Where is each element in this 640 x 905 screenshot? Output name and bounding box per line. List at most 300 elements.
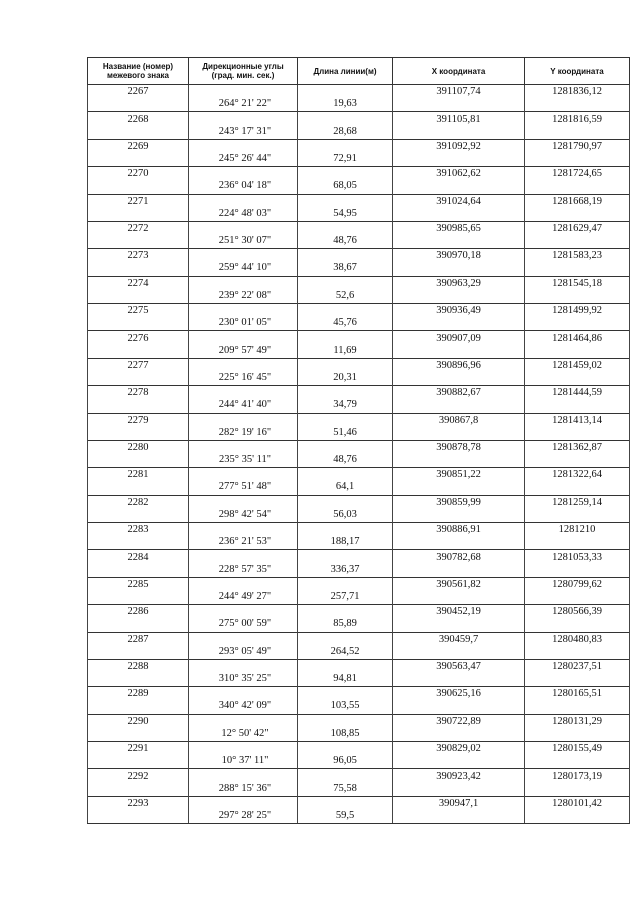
line-length-cell: 28,68 <box>298 126 393 140</box>
empty-cell <box>298 276 393 290</box>
direction-angle-cell: 10° 37' 11" <box>189 755 298 769</box>
direction-angle-cell: 244° 41' 40" <box>189 399 298 413</box>
mark-name-cell: 2280 <box>88 440 189 454</box>
direction-angle-cell: 297° 28' 25" <box>189 810 298 824</box>
mark-name-cell: 2275 <box>88 304 189 318</box>
x-coordinate-cell: 390851,22 <box>393 468 525 482</box>
y-coordinate-cell: 1280566,39 <box>525 605 630 619</box>
line-length-cell: 188,17 <box>298 536 393 550</box>
empty-cell <box>88 98 189 112</box>
boundary-marks-table <box>87 57 630 824</box>
empty-cell <box>189 440 298 454</box>
line-length-cell: 59,5 <box>298 810 393 824</box>
direction-angle-cell: 298° 42' 54" <box>189 509 298 523</box>
table-row <box>88 659 630 673</box>
direction-angle-cell: 275° 00' 59" <box>189 618 298 632</box>
empty-cell <box>525 536 630 550</box>
empty-cell <box>189 714 298 728</box>
empty-cell <box>298 495 393 509</box>
table-row <box>88 167 630 181</box>
mark-name-cell: 2282 <box>88 495 189 509</box>
line-length-cell: 68,05 <box>298 180 393 194</box>
mark-name-cell: 2269 <box>88 139 189 153</box>
empty-cell <box>189 468 298 482</box>
y-coordinate-cell: 1281459,02 <box>525 358 630 372</box>
empty-cell <box>393 208 525 222</box>
empty-cell <box>88 536 189 550</box>
mark-name-cell: 2272 <box>88 221 189 235</box>
table-row <box>88 235 630 249</box>
empty-cell <box>88 126 189 140</box>
mark-name-cell: 2291 <box>88 742 189 756</box>
table-row <box>88 98 630 112</box>
direction-angle-cell: 288° 15' 36" <box>189 783 298 797</box>
mark-name-cell: 2274 <box>88 276 189 290</box>
header-mark-name: Название (номер) межевого знака <box>88 58 189 85</box>
empty-cell <box>298 605 393 619</box>
empty-cell <box>189 577 298 591</box>
table-row <box>88 509 630 523</box>
x-coordinate-cell: 390829,02 <box>393 742 525 756</box>
mark-name-cell: 2284 <box>88 550 189 564</box>
table-body <box>88 85 630 824</box>
mark-name-cell: 2270 <box>88 167 189 181</box>
table-row <box>88 440 630 454</box>
line-length-cell: 257,71 <box>298 591 393 605</box>
y-coordinate-cell: 1281583,23 <box>525 249 630 263</box>
y-coordinate-cell: 1280237,51 <box>525 659 630 673</box>
mark-name-cell: 2277 <box>88 358 189 372</box>
empty-cell <box>189 742 298 756</box>
empty-cell <box>298 440 393 454</box>
mark-name-cell: 2273 <box>88 249 189 263</box>
table-row <box>88 153 630 167</box>
empty-cell <box>88 509 189 523</box>
line-length-cell: 85,89 <box>298 618 393 632</box>
line-length-cell: 103,55 <box>298 700 393 714</box>
table-row <box>88 139 630 153</box>
mark-name-cell: 2292 <box>88 769 189 783</box>
empty-cell <box>298 796 393 810</box>
empty-cell <box>525 755 630 769</box>
empty-cell <box>525 700 630 714</box>
table-row <box>88 468 630 482</box>
empty-cell <box>189 796 298 810</box>
empty-cell <box>189 331 298 345</box>
empty-cell <box>298 112 393 126</box>
x-coordinate-cell: 390896,96 <box>393 358 525 372</box>
table-row <box>88 358 630 372</box>
empty-cell <box>525 372 630 386</box>
x-coordinate-cell: 391105,81 <box>393 112 525 126</box>
line-length-cell: 19,63 <box>298 98 393 112</box>
mark-name-cell: 2285 <box>88 577 189 591</box>
empty-cell <box>393 673 525 687</box>
header-line-length: Длина линии(м) <box>298 58 393 85</box>
empty-cell <box>88 564 189 578</box>
direction-angle-cell: 209° 57' 49" <box>189 345 298 359</box>
table-row <box>88 742 630 756</box>
empty-cell <box>525 509 630 523</box>
empty-cell <box>525 591 630 605</box>
mark-name-cell: 2281 <box>88 468 189 482</box>
direction-angle-cell: 244° 49' 27" <box>189 591 298 605</box>
table-row <box>88 523 630 537</box>
empty-cell <box>189 139 298 153</box>
y-coordinate-cell: 1280155,49 <box>525 742 630 756</box>
empty-cell <box>525 728 630 742</box>
table-row <box>88 399 630 413</box>
table-row <box>88 550 630 564</box>
table-row <box>88 427 630 441</box>
empty-cell <box>88 317 189 331</box>
direction-angle-cell: 293° 05' 49" <box>189 646 298 660</box>
empty-cell <box>393 427 525 441</box>
empty-cell <box>525 208 630 222</box>
empty-cell <box>525 399 630 413</box>
empty-cell <box>525 126 630 140</box>
empty-cell <box>298 742 393 756</box>
empty-cell <box>298 468 393 482</box>
empty-cell <box>393 153 525 167</box>
direction-angle-cell: 264° 21' 22" <box>189 98 298 112</box>
y-coordinate-cell: 1281545,18 <box>525 276 630 290</box>
empty-cell <box>88 673 189 687</box>
empty-cell <box>393 235 525 249</box>
y-coordinate-cell: 1281724,65 <box>525 167 630 181</box>
empty-cell <box>88 783 189 797</box>
empty-cell <box>298 358 393 372</box>
line-length-cell: 48,76 <box>298 235 393 249</box>
mark-name-cell: 2286 <box>88 605 189 619</box>
x-coordinate-cell: 390963,29 <box>393 276 525 290</box>
y-coordinate-cell: 1281464,86 <box>525 331 630 345</box>
line-length-cell: 48,76 <box>298 454 393 468</box>
empty-cell <box>525 427 630 441</box>
x-coordinate-cell: 390782,68 <box>393 550 525 564</box>
y-coordinate-cell: 1280131,29 <box>525 714 630 728</box>
empty-cell <box>189 687 298 701</box>
x-coordinate-cell: 390452,19 <box>393 605 525 619</box>
empty-cell <box>189 495 298 509</box>
table-row <box>88 413 630 427</box>
empty-cell <box>393 126 525 140</box>
x-coordinate-cell: 390722,89 <box>393 714 525 728</box>
x-coordinate-cell: 390882,67 <box>393 386 525 400</box>
table-row <box>88 728 630 742</box>
empty-cell <box>393 290 525 304</box>
empty-cell <box>525 618 630 632</box>
mark-name-cell: 2293 <box>88 796 189 810</box>
table-row <box>88 783 630 797</box>
empty-cell <box>189 358 298 372</box>
table-row <box>88 755 630 769</box>
empty-cell <box>88 755 189 769</box>
y-coordinate-cell: 1281053,33 <box>525 550 630 564</box>
x-coordinate-cell: 390867,8 <box>393 413 525 427</box>
line-length-cell: 51,46 <box>298 427 393 441</box>
empty-cell <box>88 618 189 632</box>
line-length-cell: 94,81 <box>298 673 393 687</box>
empty-cell <box>298 221 393 235</box>
empty-cell <box>525 810 630 824</box>
empty-cell <box>298 249 393 263</box>
line-length-cell: 75,58 <box>298 783 393 797</box>
y-coordinate-cell: 1281629,47 <box>525 221 630 235</box>
direction-angle-cell: 259° 44' 10" <box>189 262 298 276</box>
line-length-cell: 34,79 <box>298 399 393 413</box>
empty-cell <box>88 180 189 194</box>
empty-cell <box>189 632 298 646</box>
table-row <box>88 85 630 99</box>
x-coordinate-cell: 390923,42 <box>393 769 525 783</box>
empty-cell <box>88 153 189 167</box>
mark-name-cell: 2267 <box>88 85 189 99</box>
empty-cell <box>393 180 525 194</box>
table-row <box>88 687 630 701</box>
direction-angle-cell: 225° 16' 45" <box>189 372 298 386</box>
line-length-cell: 64,1 <box>298 481 393 495</box>
empty-cell <box>298 85 393 99</box>
empty-cell <box>393 783 525 797</box>
y-coordinate-cell: 1280173,19 <box>525 769 630 783</box>
empty-cell <box>189 304 298 318</box>
empty-cell <box>298 386 393 400</box>
empty-cell <box>189 85 298 99</box>
mark-name-cell: 2278 <box>88 386 189 400</box>
survey-table-sheet <box>87 57 629 824</box>
line-length-cell: 52,6 <box>298 290 393 304</box>
empty-cell <box>393 564 525 578</box>
line-length-cell: 54,95 <box>298 208 393 222</box>
mark-name-cell: 2268 <box>88 112 189 126</box>
empty-cell <box>88 591 189 605</box>
y-coordinate-cell: 1281444,59 <box>525 386 630 400</box>
header-y-coordinate: Y координата <box>525 58 630 85</box>
table-row <box>88 290 630 304</box>
empty-cell <box>298 769 393 783</box>
table-row <box>88 276 630 290</box>
direction-angle-cell: 235° 35' 11" <box>189 454 298 468</box>
table-row <box>88 372 630 386</box>
table-row <box>88 304 630 318</box>
line-length-cell: 38,67 <box>298 262 393 276</box>
table-row <box>88 769 630 783</box>
empty-cell <box>189 523 298 537</box>
x-coordinate-cell: 390878,78 <box>393 440 525 454</box>
line-length-cell: 264,52 <box>298 646 393 660</box>
table-header-row <box>88 58 630 85</box>
header-direction-angle: Дирекционные углы (град. мин. сек.) <box>189 58 298 85</box>
y-coordinate-cell: 1281790,97 <box>525 139 630 153</box>
empty-cell <box>525 564 630 578</box>
table-row <box>88 262 630 276</box>
mark-name-cell: 2289 <box>88 687 189 701</box>
empty-cell <box>298 139 393 153</box>
table-row <box>88 632 630 646</box>
empty-cell <box>393 481 525 495</box>
empty-cell <box>393 536 525 550</box>
direction-angle-cell: 224° 48' 03" <box>189 208 298 222</box>
empty-cell <box>88 345 189 359</box>
y-coordinate-cell: 1281259,14 <box>525 495 630 509</box>
line-length-cell: 72,91 <box>298 153 393 167</box>
mark-name-cell: 2287 <box>88 632 189 646</box>
empty-cell <box>298 194 393 208</box>
table-row <box>88 796 630 810</box>
table-row <box>88 577 630 591</box>
empty-cell <box>88 481 189 495</box>
direction-angle-cell: 236° 04' 18" <box>189 180 298 194</box>
table-row <box>88 331 630 345</box>
empty-cell <box>298 659 393 673</box>
x-coordinate-cell: 391107,74 <box>393 85 525 99</box>
direction-angle-cell: 277° 51' 48" <box>189 481 298 495</box>
empty-cell <box>88 810 189 824</box>
table-row <box>88 208 630 222</box>
empty-cell <box>298 413 393 427</box>
empty-cell <box>88 700 189 714</box>
x-coordinate-cell: 390563,47 <box>393 659 525 673</box>
y-coordinate-cell: 1280480,83 <box>525 632 630 646</box>
empty-cell <box>298 167 393 181</box>
table-row <box>88 700 630 714</box>
table-row <box>88 112 630 126</box>
x-coordinate-cell: 390459,7 <box>393 632 525 646</box>
empty-cell <box>525 153 630 167</box>
empty-cell <box>393 618 525 632</box>
direction-angle-cell: 12° 50' 42" <box>189 728 298 742</box>
empty-cell <box>298 550 393 564</box>
empty-cell <box>298 632 393 646</box>
mark-name-cell: 2279 <box>88 413 189 427</box>
x-coordinate-cell: 390936,49 <box>393 304 525 318</box>
table-row <box>88 673 630 687</box>
empty-cell <box>393 98 525 112</box>
y-coordinate-cell: 1281413,14 <box>525 413 630 427</box>
table-row <box>88 564 630 578</box>
direction-angle-cell: 282° 19' 16" <box>189 427 298 441</box>
empty-cell <box>298 577 393 591</box>
mark-name-cell: 2276 <box>88 331 189 345</box>
table-row <box>88 126 630 140</box>
empty-cell <box>393 454 525 468</box>
line-length-cell: 56,03 <box>298 509 393 523</box>
empty-cell <box>88 646 189 660</box>
empty-cell <box>393 509 525 523</box>
table-row <box>88 386 630 400</box>
y-coordinate-cell: 1281362,87 <box>525 440 630 454</box>
line-length-cell: 96,05 <box>298 755 393 769</box>
mark-name-cell: 2290 <box>88 714 189 728</box>
empty-cell <box>88 427 189 441</box>
direction-angle-cell: 228° 57' 35" <box>189 564 298 578</box>
y-coordinate-cell: 1281322,64 <box>525 468 630 482</box>
empty-cell <box>393 317 525 331</box>
empty-cell <box>298 331 393 345</box>
empty-cell <box>189 769 298 783</box>
direction-angle-cell: 310° 35' 25" <box>189 673 298 687</box>
table-row <box>88 536 630 550</box>
empty-cell <box>525 345 630 359</box>
empty-cell <box>393 372 525 386</box>
table-row <box>88 618 630 632</box>
y-coordinate-cell: 1281668,19 <box>525 194 630 208</box>
direction-angle-cell: 236° 21' 53" <box>189 536 298 550</box>
empty-cell <box>189 659 298 673</box>
x-coordinate-cell: 390561,82 <box>393 577 525 591</box>
table-row <box>88 714 630 728</box>
direction-angle-cell: 243° 17' 31" <box>189 126 298 140</box>
empty-cell <box>525 673 630 687</box>
table-row <box>88 605 630 619</box>
table-row <box>88 249 630 263</box>
x-coordinate-cell: 390970,18 <box>393 249 525 263</box>
empty-cell <box>525 180 630 194</box>
line-length-cell: 108,85 <box>298 728 393 742</box>
table-row <box>88 591 630 605</box>
empty-cell <box>88 454 189 468</box>
table-row <box>88 180 630 194</box>
x-coordinate-cell: 390947,1 <box>393 796 525 810</box>
empty-cell <box>298 523 393 537</box>
line-length-cell: 11,69 <box>298 345 393 359</box>
empty-cell <box>189 605 298 619</box>
table-row <box>88 194 630 208</box>
direction-angle-cell: 340° 42' 09" <box>189 700 298 714</box>
empty-cell <box>189 276 298 290</box>
empty-cell <box>189 112 298 126</box>
empty-cell <box>525 98 630 112</box>
x-coordinate-cell: 391092,92 <box>393 139 525 153</box>
mark-name-cell: 2288 <box>88 659 189 673</box>
empty-cell <box>525 317 630 331</box>
empty-cell <box>298 714 393 728</box>
empty-cell <box>393 700 525 714</box>
empty-cell <box>298 687 393 701</box>
x-coordinate-cell: 390907,09 <box>393 331 525 345</box>
table-row <box>88 221 630 235</box>
table-row <box>88 810 630 824</box>
x-coordinate-cell: 391062,62 <box>393 167 525 181</box>
line-length-cell: 336,37 <box>298 564 393 578</box>
empty-cell <box>525 262 630 276</box>
empty-cell <box>189 550 298 564</box>
x-coordinate-cell: 390886,91 <box>393 523 525 537</box>
x-coordinate-cell: 391024,64 <box>393 194 525 208</box>
y-coordinate-cell: 1281816,59 <box>525 112 630 126</box>
table-row <box>88 495 630 509</box>
empty-cell <box>525 783 630 797</box>
empty-cell <box>189 194 298 208</box>
empty-cell <box>189 386 298 400</box>
table-row <box>88 646 630 660</box>
empty-cell <box>525 481 630 495</box>
direction-angle-cell: 251° 30' 07" <box>189 235 298 249</box>
empty-cell <box>393 591 525 605</box>
mark-name-cell: 2283 <box>88 523 189 537</box>
empty-cell <box>189 167 298 181</box>
empty-cell <box>88 290 189 304</box>
y-coordinate-cell: 1280799,62 <box>525 577 630 591</box>
empty-cell <box>88 372 189 386</box>
empty-cell <box>189 413 298 427</box>
y-coordinate-cell: 1281836,12 <box>525 85 630 99</box>
mark-name-cell: 2271 <box>88 194 189 208</box>
table-row <box>88 317 630 331</box>
empty-cell <box>393 728 525 742</box>
y-coordinate-cell: 1281210 <box>525 523 630 537</box>
